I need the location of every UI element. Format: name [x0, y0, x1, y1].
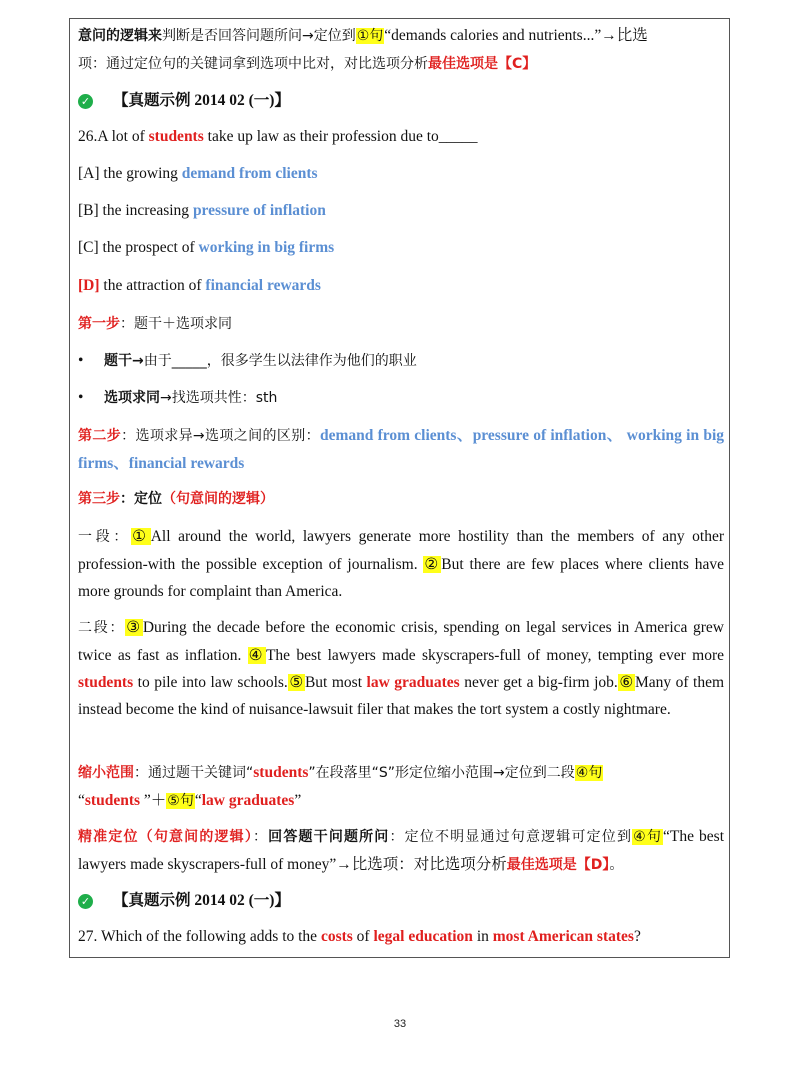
- step-3-label: 第三步: [78, 491, 120, 507]
- q27-text: 27. Which of the following adds to the: [78, 928, 321, 945]
- step-3: [78, 485, 724, 513]
- bullet-label: 选项求同: [104, 390, 160, 406]
- content-frame: [69, 18, 730, 958]
- bullet-text: →找选项共性：sth: [160, 390, 278, 406]
- precise-text: ：: [252, 829, 269, 845]
- narrow-text: ：通过题干关键词“: [134, 765, 254, 781]
- q26-suffix: take up law as their profession due to_____: [203, 128, 478, 145]
- sentence-text: to pile into law schools.: [133, 674, 288, 691]
- option-letter: [B]: [78, 202, 99, 219]
- intro-paragraph: [78, 22, 724, 78]
- example-title-2: 【真题示例 2014 02 (一)】: [113, 892, 290, 909]
- intro-lead: 意问的逻辑来: [78, 28, 162, 44]
- example-heading-1: [78, 87, 724, 114]
- step-2-label: 第二步: [78, 428, 122, 444]
- option-keyword: demand from clients: [181, 165, 318, 182]
- sentence-text: never get a big-firm job.: [459, 674, 618, 691]
- step-2-keywords: demand from clients、pressure of inflation、 working in big firms、financial rewards: [78, 427, 725, 472]
- option-a: [78, 160, 724, 187]
- paragraph-label: 一段：: [78, 529, 132, 545]
- sentence-text: During the decade before the economic crisis, spending on legal services in America grew twice as fast as inflation.: [78, 619, 725, 664]
- check-circle-icon: ✓: [78, 94, 93, 109]
- bullet-icon: •: [78, 389, 84, 406]
- option-text: the increasing: [98, 202, 193, 219]
- sentence-marker-highlight: ②: [424, 556, 441, 573]
- sentence-marker-highlight: ④: [248, 647, 265, 664]
- step-3-text: ：定位: [120, 491, 162, 507]
- intro-text: 判断是否回答问题所问→定位到: [162, 28, 356, 44]
- step-3-paren: （句意间的逻辑）: [162, 491, 274, 507]
- narrow-text: ”在段落里“S”形定位缩小范围→定位到二段: [308, 765, 575, 781]
- precise-end: 。: [609, 857, 624, 873]
- page-number: 33: [393, 1018, 407, 1030]
- sentence-marker-highlight: ④句: [633, 829, 663, 845]
- keyword-students: students: [84, 792, 141, 809]
- option-d: [78, 272, 724, 299]
- sentence-marker-highlight: ①: [132, 528, 150, 545]
- bullet-text: 由于_____，很多学生以法律作为他们的职业: [143, 353, 417, 369]
- question-26: [78, 123, 724, 150]
- step-2-text: ：选项求异→选项之间的区别：: [121, 428, 320, 444]
- sentence-marker-highlight: ⑤句: [167, 793, 194, 809]
- example-title-1: 【真题示例 2014 02 (一)】: [113, 92, 290, 109]
- best-option-c: 最佳选项是【C】: [428, 56, 537, 72]
- precise-text: “The best lawyers made skyscrapers-full of money”→比选项：对比选项分析: [78, 828, 725, 873]
- step-1-bullet-2: [78, 384, 724, 412]
- sentence-text: But there are few places where clients have more grounds for complaint than America.: [78, 556, 725, 600]
- quote-mark: “: [78, 792, 85, 809]
- option-text: the prospect of: [98, 239, 199, 256]
- intro-text-2: 项：通过定位句的关键词拿到选项中比对，对比选项分析: [78, 56, 428, 72]
- keyword-legal-education: legal education: [373, 928, 473, 945]
- step-1-text: ：题干＋选项求同: [120, 316, 232, 332]
- keyword-law-graduates: law graduates: [366, 674, 460, 691]
- option-text: the attraction of: [99, 277, 206, 294]
- sentence-text: But most: [304, 674, 367, 691]
- option-keyword: pressure of inflation: [192, 202, 326, 219]
- option-keyword: financial rewards: [205, 277, 321, 294]
- passage-paragraph-1: [78, 523, 724, 605]
- bullet-icon: •: [78, 352, 84, 369]
- precise-emphasis: 回答题干问题所问: [268, 829, 390, 845]
- step-1-label: 第一步: [78, 316, 120, 332]
- option-keyword: working in big firms: [198, 239, 335, 256]
- q26-keyword: students: [148, 128, 204, 145]
- quote-mark: ”: [294, 792, 302, 809]
- option-letter-correct: [D]: [78, 277, 100, 294]
- sentence-marker-highlight: ④句: [575, 765, 603, 781]
- paragraph-label: 二段：: [78, 620, 126, 636]
- intro-quote: “demands calories and nutrients...”→比选: [384, 27, 648, 44]
- sentence-marker-highlight: ③: [126, 619, 142, 636]
- option-text: the growing: [99, 165, 182, 182]
- q26-prefix: 26.A lot of: [78, 128, 149, 145]
- quote-mark: “: [194, 792, 202, 809]
- narrow-scope: [78, 759, 724, 815]
- check-circle-icon: ✓: [78, 894, 93, 909]
- keyword-costs: costs: [320, 928, 353, 945]
- option-b: [78, 197, 724, 224]
- sentence-text: The best lawyers made skyscrapers-full of money, tempting ever more: [265, 647, 724, 664]
- bullet-label: 题干→: [104, 353, 144, 369]
- precise-text: ：定位不明显通过句意逻辑可定位到: [389, 829, 633, 845]
- keyword-students: students: [78, 674, 134, 691]
- sentence-marker-highlight: ⑥: [618, 674, 634, 691]
- keyword-most-american-states: most American states: [492, 928, 634, 945]
- option-letter: [A]: [78, 165, 100, 182]
- option-c: [78, 234, 724, 261]
- q27-text: ?: [633, 928, 641, 945]
- narrow-label: 缩小范围: [78, 765, 134, 781]
- sentence-marker-highlight: ⑤: [288, 674, 304, 691]
- sentence-text: Many of them instead become the kind of nuisance-lawsuit filer that makes the tort system a costly nightmare.: [78, 674, 725, 718]
- best-option-d: 最佳选项是【D】: [506, 857, 610, 873]
- step-2: [78, 422, 724, 477]
- passage-paragraph-2: [78, 614, 724, 723]
- option-letter: [C]: [78, 239, 99, 256]
- example-heading-2: [78, 887, 724, 914]
- sentence-marker-highlight: ①句: [356, 28, 384, 44]
- step-1: [78, 310, 724, 338]
- q27-text: in: [472, 928, 493, 945]
- sentence-text: All around the world, lawyers generate more hostility than the members of any other profession-with the possible exception of journalism.: [78, 528, 725, 573]
- step-1-bullet-1: [78, 347, 724, 375]
- keyword-law-graduates: law graduates: [201, 792, 295, 809]
- precise-label: 精准定位（句意间的逻辑）: [78, 829, 253, 845]
- q27-text: of: [352, 928, 374, 945]
- question-27: [78, 923, 724, 950]
- quote-mark: ”＋: [140, 792, 167, 809]
- keyword-students: students: [253, 764, 309, 781]
- precise-location: [78, 823, 724, 879]
